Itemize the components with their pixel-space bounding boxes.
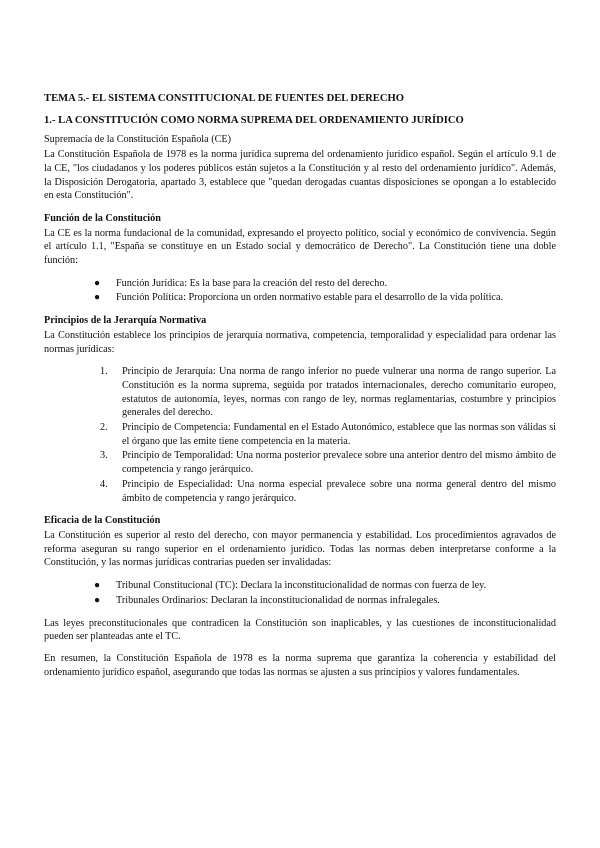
preconstitucionales-paragraph: Las leyes preconstitucionales que contradicen la Constitución son inaplicables, y las cuestiones de inconstitucionalidad pueden ser planteadas ante el TC. bbox=[44, 617, 556, 643]
eficacia-heading: Eficacia de la Constitución bbox=[44, 515, 161, 527]
list-item: ● Tribunal Constitucional (TC): Declara la inconstitucionalidad de normas con fuerza de ley. bbox=[94, 580, 487, 592]
resumen-paragraph: En resumen, la Constitución Española de 1978 es la norma suprema que garantiza la coherencia y estabilidad del ordenamiento jurídico español, asegurando que todas las normas se ajusten a sus principios y valores fundamentales. bbox=[44, 652, 556, 678]
list-item: ● Tribunales Ordinarios: Declaran la inconstitucionalidad de normas infralegales. bbox=[94, 594, 440, 606]
bullet-icon: ● bbox=[94, 277, 101, 289]
list-item: 1. Principio de Jerarquía: Una norma de rango inferior no puede vulnerar una norma de rango superior. La Constitución es la norma suprema, seguida por tratados internacionales, derecho comunitario europeo, estatutos de autonomía, leyes, normas con rango de ley, normas reglamentarias, costumbre y principios generales del derecho. bbox=[100, 366, 556, 419]
funcion-bullet-list bbox=[44, 277, 556, 305]
list-item: 2. Principio de Competencia: Fundamental en el Estado Autonómico, establece que las normas son válidas si el órgano que las emite tiene competencia en la materia. bbox=[100, 422, 556, 447]
list-item: ● Función Jurídica: Es la base para la creación del resto del derecho. bbox=[94, 277, 387, 289]
eficacia-bullet-list bbox=[44, 579, 556, 607]
document-title: TEMA 5.- EL SISTEMA CONSTITUCIONAL DE FUENTES DEL DERECHO bbox=[44, 93, 404, 104]
list-item: ● Función Política: Proporciona un orden normativo estable para el desarrollo de la vida política. bbox=[94, 292, 504, 304]
funcion-paragraph: La CE es la norma fundacional de la comunidad, expresando el proyecto político, social y económico de convivencia. Según el artículo 1.1, "España se constituye en un Estado social y democrático de Derecho". La Constitución tiene una doble función: bbox=[44, 227, 556, 267]
bullet-icon: ● bbox=[94, 292, 101, 304]
funcion-heading: Función de la Constitución bbox=[44, 212, 161, 224]
principios-paragraph: La Constitución establece los principios de jerarquía normativa, competencia, temporalidad y especialidad para ordenar las normas jurídicas: bbox=[44, 329, 556, 355]
list-item: 4. Principio de Especialidad: Una norma especial prevalece sobre una norma general dentro del mismo ámbito de competencia y rango jerárquico. bbox=[100, 478, 556, 504]
section-title: 1.- LA CONSTITUCIÓN COMO NORMA SUPREMA DEL ORDENAMIENTO JURÍDICO bbox=[44, 114, 464, 126]
section-subtitle: Supremacía de la Constitución Española (CE) bbox=[44, 134, 232, 146]
list-item: 3. Principio de Temporalidad: Una norma posterior prevalece sobre una anterior dentro del mismo ámbito de competencia y rango jerárquico. bbox=[100, 450, 556, 476]
principios-heading: Principios de la Jerarquía Normativa bbox=[44, 315, 207, 327]
eficacia-paragraph: La Constitución es superior al resto del derecho, con mayor permanencia y estabilidad. Los procedimientos agravados de reforma aseguran su rango superior en el ordenamiento jurídico. Todas las normas deben interpretarse conforme a la Constitución, y las normas jurídicas contrarias pueden ser invalidadas: bbox=[44, 529, 556, 569]
intro-paragraph: La Constitución Española de 1978 es la norma jurídica suprema del ordenamiento jurídico español. Según el artículo 9.1 de la CE, "los ciudadanos y los poderes públicos están sujetos a la Constitución y al resto del ordenamiento jurídico". Además, la Disposición Derogatoria, apartado 3, establece que "quedan derogadas cuantas disposiciones se opongan a lo establecido en esta Constitución". bbox=[44, 149, 556, 202]
document-page bbox=[44, 92, 556, 679]
bullet-icon: ● bbox=[94, 594, 101, 606]
principios-numbered-list bbox=[44, 365, 556, 505]
bullet-icon: ● bbox=[94, 580, 101, 592]
